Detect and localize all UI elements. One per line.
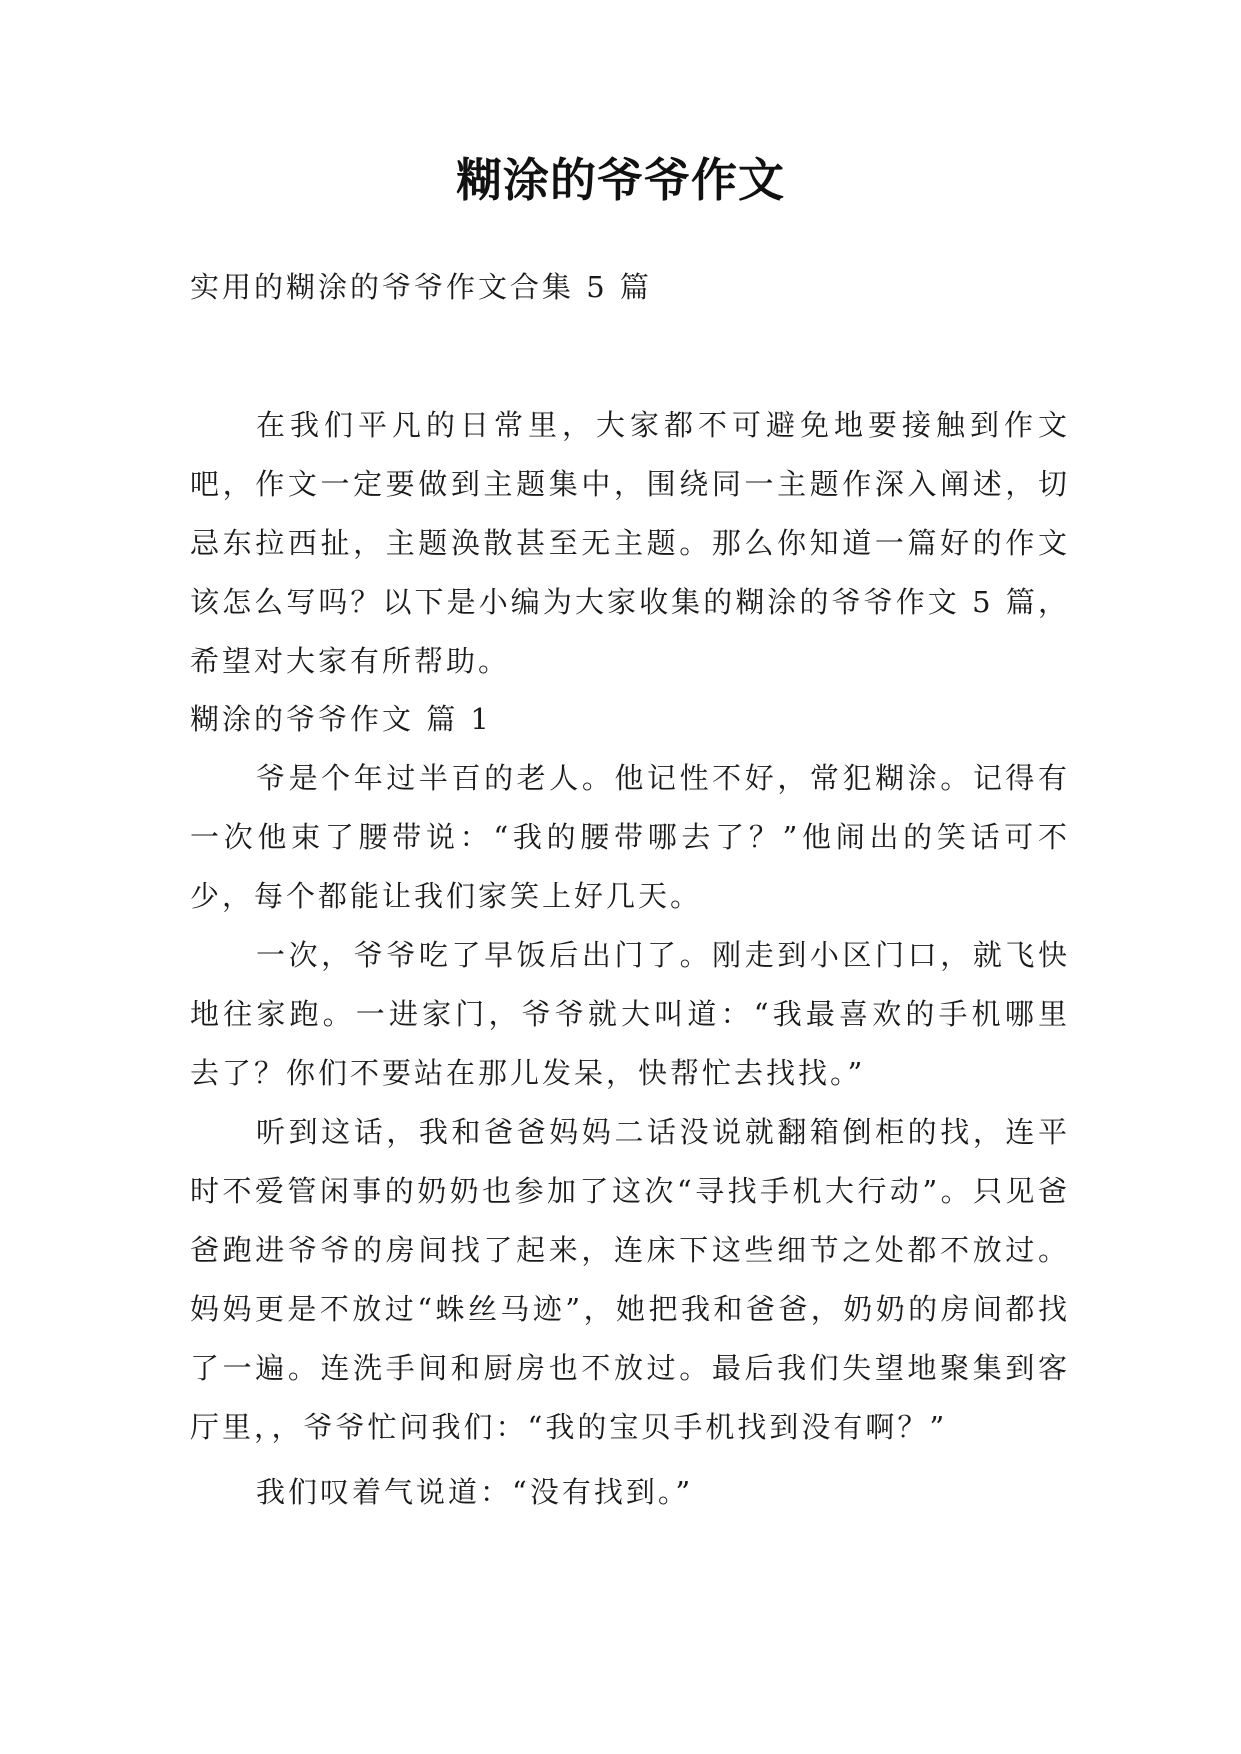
article-paragraph: 爷是个年过半百的老人。他记性不好，常犯糊涂。记得有一次他束了腰带说：“我的腰带哪去了？”他闹出的笑话可不少，每个都能让我们家笑上好几天。 (190, 761, 1070, 913)
intro-paragraph: 在我们平凡的日常里，大家都不可避免地要接触到作文吧，作文一定要做到主题集中，围绕同一主题作深入阐述，切忌东拉西扯，主题涣散甚至无主题。那么你知道一篇好的作文该怎么写吗？以下是小编为大家收集的糊涂的爷爷作文 5 篇，希望对大家有所帮助。 (190, 408, 1070, 678)
document-title: 糊涂的爷爷作文 (456, 153, 785, 207)
article-paragraph: 一次，爷爷吃了早饭后出门了。刚走到小区门口，就飞快地往家跑。一进家门，爷爷就大叫道：“我最喜欢的手机哪里去了？你们不要站在那儿发呆，快帮忙去找找。” (190, 938, 1070, 1090)
article-paragraph: 我们叹着气说道：“没有找到。” (256, 1475, 694, 1509)
article-body (190, 749, 1070, 1522)
document-subtitle: 实用的糊涂的爷爷作文合集 5 篇 (190, 270, 652, 304)
section-heading: 糊涂的爷爷作文 篇 1 (190, 702, 492, 736)
article-paragraph: 听到这话，我和爸爸妈妈二话没说就翻箱倒柜的找，连平时不爱管闲事的奶奶也参加了这次“寻找手机大行动”。只见爸爸跑进爷爷的房间找了起来，连床下这些细节之处都不放过。妈妈更是不放过“蛛丝马迹”，她把我和爸爸，奶奶的房间都找了一遍。连洗手间和厨房也不放过。最后我们失望地聚集到客厅里，，爷爷忙问我们：“我的宝贝手机找到没有啊？” (190, 1115, 1070, 1444)
intro-block (190, 396, 1070, 691)
